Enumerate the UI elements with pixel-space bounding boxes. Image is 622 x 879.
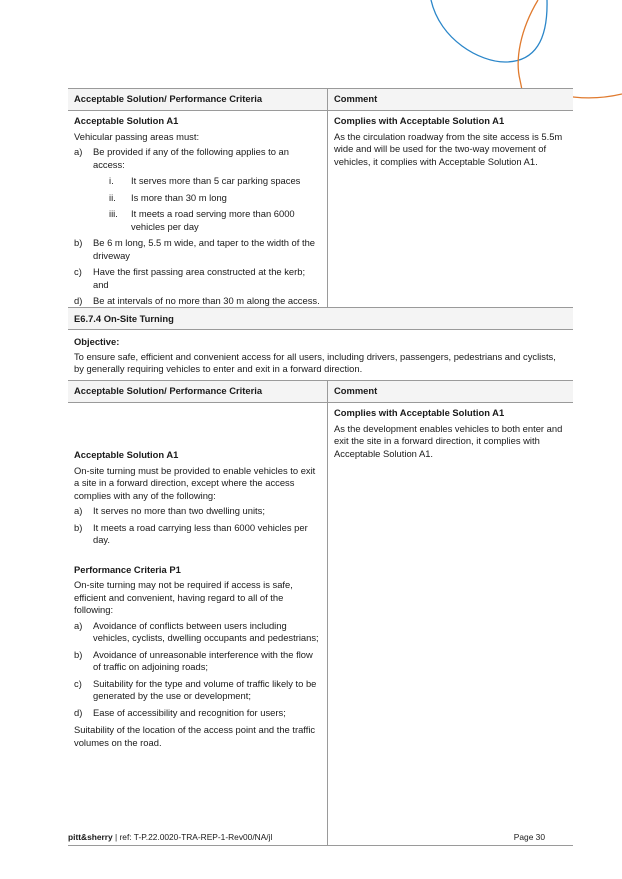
list-item: b) It meets a road carrying less than 6000 vehicles per day. — [74, 521, 308, 545]
sub-list-item: i. It serves more than 5 car parking spaces — [109, 175, 301, 186]
table-header-row — [68, 381, 573, 403]
objective-label: Objective: — [74, 336, 120, 347]
list-item: c) Have the first passing area constructed at the kerb; and — [74, 266, 306, 290]
comment-text: As the development enables vehicles to both enter and exit the site in a forward direction, it complies with Acceptable Solution A1. — [334, 422, 563, 459]
header-col2: Comment — [328, 89, 574, 111]
list-item: c) Suitability for the type and volume of traffic likely to be generated by the use or development; — [74, 677, 317, 701]
section-block — [68, 307, 573, 376]
comment-text: As the circulation roadway from the site access is 5.5m wide and will be used for the two-way movement of vehicles, it complies with Acceptable Solution A1. — [334, 130, 563, 167]
sub-list-item: ii. Is more than 30 m long — [109, 191, 227, 203]
header-col2: Comment — [328, 381, 574, 403]
page-footer — [68, 831, 545, 844]
list-item: a) It serves no more than two dwelling units; — [74, 505, 265, 516]
list-item: b) Be 6 m long, 5.5 m wide, and taper to the width of the driveway — [74, 237, 316, 261]
acceptable-solution-title: Acceptable Solution A1 — [74, 115, 179, 126]
comment-cell — [328, 403, 574, 846]
section-title: E6.7.4 On-Site Turning — [68, 307, 573, 330]
list-item: a) Avoidance of conflicts between users including vehicles, cyclists, dwelling occupants and pedestrians; — [74, 619, 319, 643]
table-header-row — [68, 89, 573, 111]
criteria-table-2 — [68, 380, 573, 846]
list-item: d) Ease of accessibility and recognition for users; — [74, 706, 286, 718]
criteria-cell — [68, 403, 328, 846]
blue-arc — [431, 0, 547, 62]
intro-text: Vehicular passing areas must: — [74, 130, 200, 142]
table-row — [68, 111, 573, 313]
objective-text: To ensure safe, efficient and convenient access for all users, including drivers, passengers, pedestrians and cyclists, by generally requiring vehicles to enter and exit in a forward direction. — [74, 350, 556, 374]
a1-text: On-site turning must be provided to enable vehicles to exit a site in a forward direction, except where the access complies with any of the following: — [74, 464, 316, 501]
list-item: b) Avoidance of unreasonable interference with the flow of traffic on adjoining roads; — [74, 648, 313, 672]
p1-text: On-site turning may not be required if access is safe, efficient and convenient, having regard to all of the following: — [74, 579, 293, 615]
criteria-cell — [68, 111, 328, 313]
acceptable-solution-title: Acceptable Solution A1 — [74, 449, 179, 460]
sub-list-item: iii. It meets a road serving more than 6000 vehicles per day — [109, 208, 295, 232]
list-item: d) Be at intervals of no more than 30 m along the access. — [74, 295, 320, 306]
table-row — [68, 403, 573, 846]
p1-closing: Suitability of the location of the access point and the traffic volumes on the road. — [74, 724, 316, 748]
criteria-table-1 — [68, 88, 573, 313]
footer-ref: | ref: T-P.22.0020-TRA-REP-1-Rev00/NA/jl — [112, 832, 273, 842]
performance-criteria-title: Performance Criteria P1 — [74, 563, 181, 575]
comment-title: Complies with Acceptable Solution A1 — [334, 115, 505, 126]
list-item: a) Be provided if any of the following applies to an access: — [74, 146, 289, 170]
page-number: Page 30 — [513, 832, 545, 842]
comment-cell — [328, 111, 574, 313]
header-col1: Acceptable Solution/ Performance Criteria — [68, 89, 328, 111]
comment-title: Complies with Acceptable Solution A1 — [334, 407, 505, 418]
footer-brand: pitt&sherry — [68, 832, 113, 842]
header-col1: Acceptable Solution/ Performance Criteria — [68, 381, 328, 403]
